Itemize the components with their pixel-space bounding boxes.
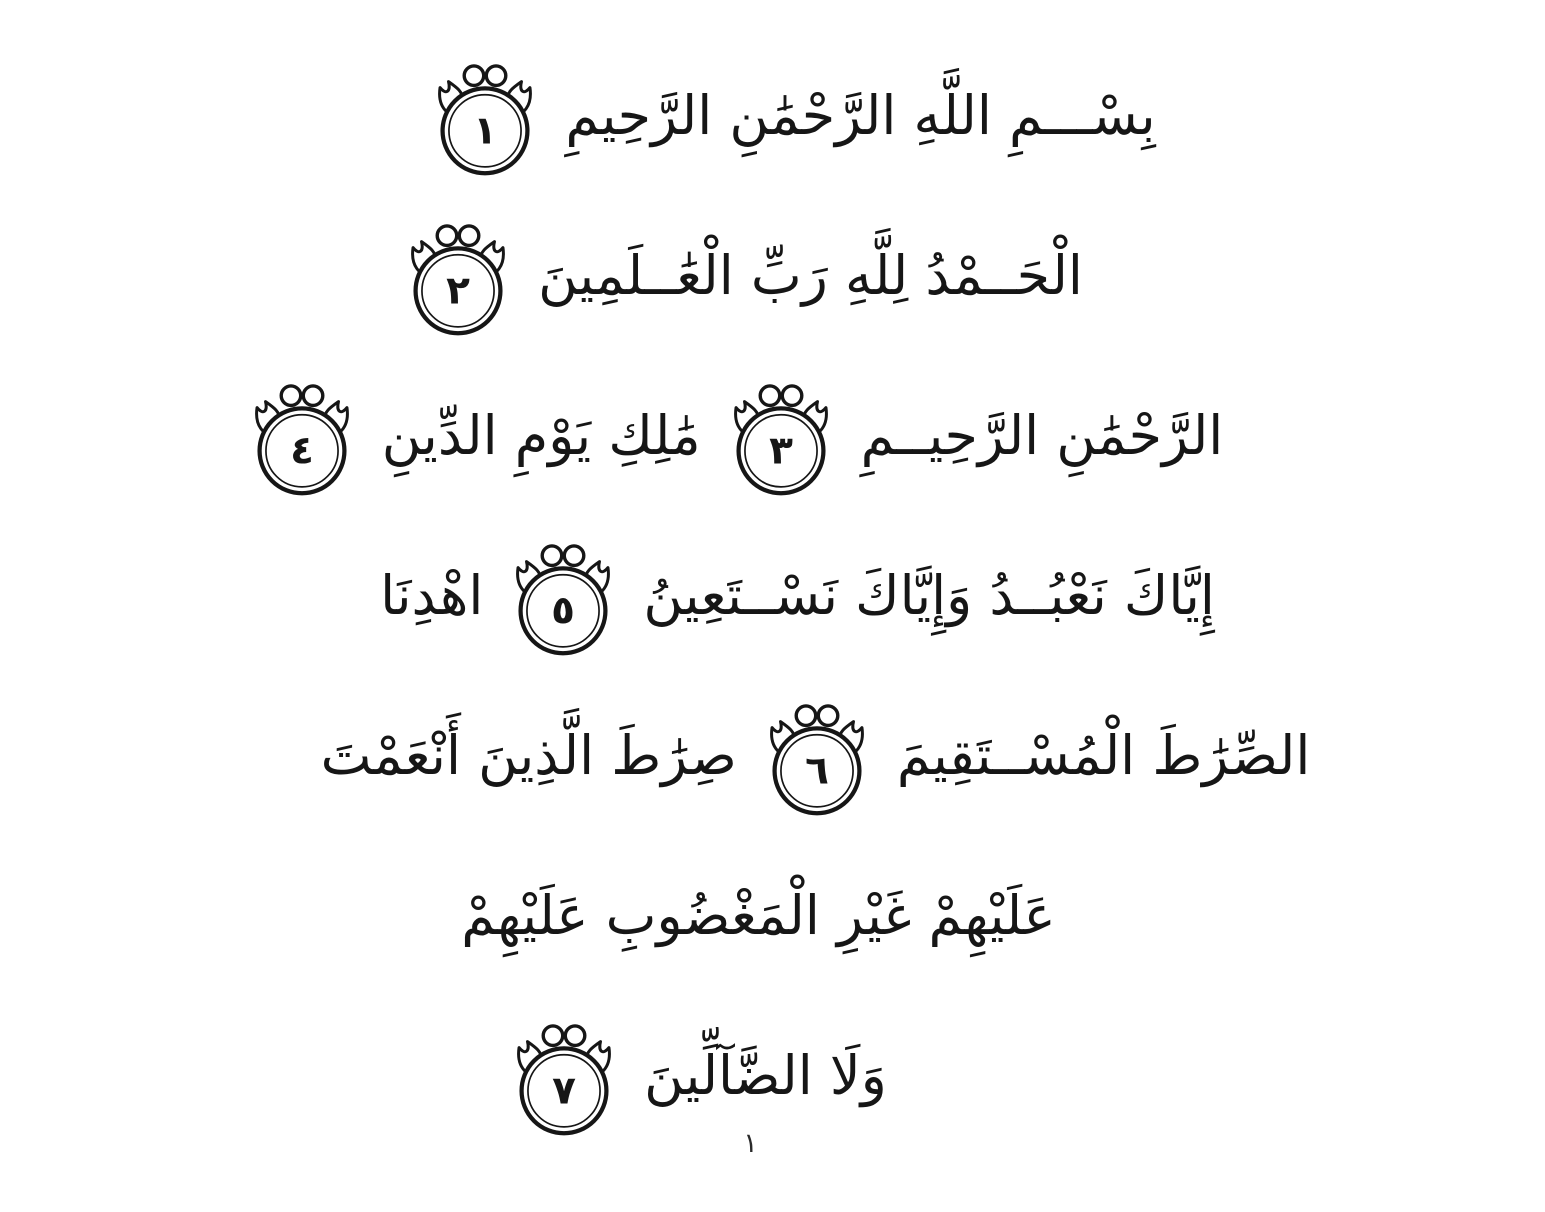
verse-7-number: ٧ [552,1068,577,1114]
verse-5-marker-medallion-icon [507,541,619,662]
ayah-7-mid-text: عَلَيْهِمْ غَيْرِ الْمَغْضُوبِ عَلَيْهِمْ [461,884,1056,948]
ayah-5-text: إِيَّاكَ نَعْبُــدُ وَإِيَّاكَ نَسْــتَعِينُ [643,564,1215,628]
verse-4-marker-medallion-icon [246,381,358,502]
verse-2-marker-medallion-icon [402,221,514,342]
ayah-1-text: بِسْـــمِ اللَّهِ الرَّحْمَٰنِ الرَّحِيمِ [565,84,1156,148]
verse-1-number: ١ [473,108,498,154]
line-1 [429,36,1155,196]
ayah-3-text: الرَّحْمَٰنِ الرَّحِيــمِ [860,404,1224,468]
verse-7-marker-medallion-icon [508,1021,620,1142]
verse-1-marker-medallion-icon [429,61,541,182]
line-2 [402,196,1083,356]
verse-2-number: ٢ [446,268,470,314]
ayah-4-text: مَٰلِكِ يَوْمِ الدِّينِ [381,404,701,468]
verse-4-number: ٤ [289,428,314,474]
verse-6-number: ٦ [804,748,829,794]
page-number: ١ [743,1128,758,1159]
ayah-6-end-text: الصِّرَٰطَ الْمُسْــتَقِيمَ [896,724,1311,788]
ayah-6-start-text: اهْدِنَا [380,564,484,628]
verse-3-marker-medallion-icon [725,381,837,502]
line-6 [461,836,1056,996]
line-4 [380,516,1215,676]
verse-6-marker-medallion-icon [761,701,873,822]
verse-3-number: ٣ [768,428,793,474]
line-3 [246,356,1224,516]
line-5 [321,676,1311,836]
ayah-7-start-text: صِرَٰطَ الَّذِينَ أَنْعَمْتَ [320,724,737,788]
verse-5-number: ٥ [551,588,576,634]
ayah-2-text: الْحَــمْدُ لِلَّهِ رَبِّ الْعَٰــلَمِينَ [538,244,1083,308]
verse-lines [0,36,1545,1156]
ayah-7-end-text: وَلَا الضَّآلِّينَ [644,1044,887,1108]
